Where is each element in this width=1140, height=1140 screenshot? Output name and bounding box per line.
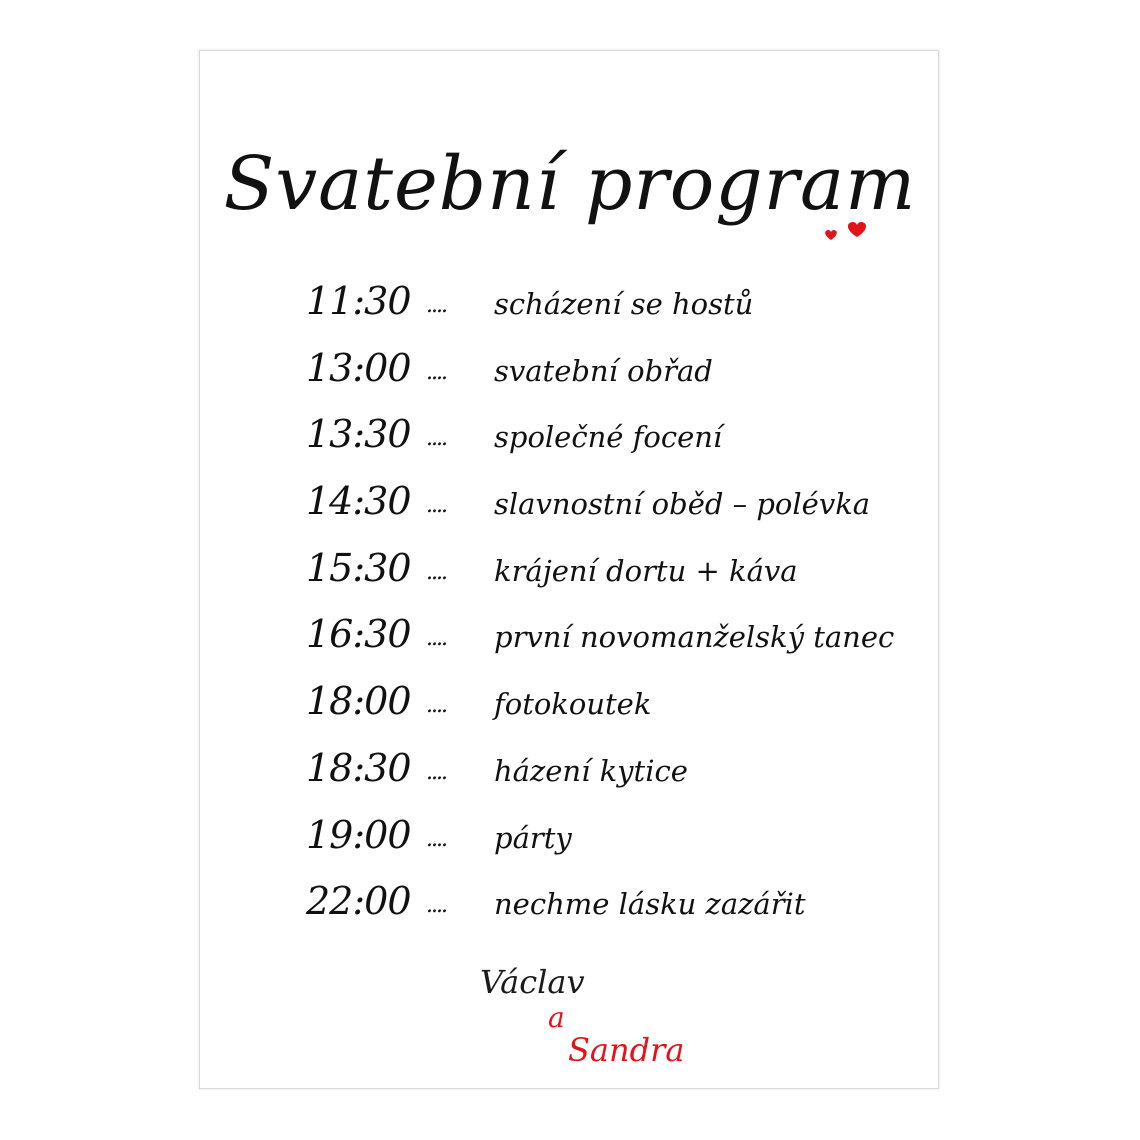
schedule-separator: .... [426, 426, 446, 452]
schedule-time: 11:30 [306, 279, 411, 323]
schedule-event: házení kytice [494, 753, 688, 788]
two-hearts-icon [820, 217, 880, 247]
schedule-separator: .... [426, 559, 446, 585]
schedule-separator: .... [426, 693, 446, 719]
schedule-time: 14:30 [306, 479, 411, 524]
schedule-event: svatební obřad [494, 353, 713, 388]
schedule-separator: .... [426, 293, 446, 318]
schedule-row [300, 273, 900, 340]
schedule-row [300, 340, 900, 407]
signature-conjunction: a [548, 1001, 565, 1034]
schedule-time: 13:30 [306, 412, 411, 457]
schedule-separator: .... [426, 759, 446, 785]
large-heart-icon [848, 222, 866, 237]
schedule-time: 19:00 [306, 812, 411, 857]
schedule-time: 16:30 [306, 612, 411, 657]
schedule-event: první novomanželský tanec [494, 620, 895, 655]
signature-bride: Sandra [568, 1031, 685, 1069]
schedule-row [300, 406, 900, 473]
schedule-time: 22:00 [306, 879, 411, 924]
schedule-event: krájení dortu + káva [494, 553, 798, 588]
schedule-separator: .... [426, 826, 446, 852]
signature-groom: Václav [480, 963, 585, 1001]
schedule-event: nechme lásku zazářit [494, 887, 806, 922]
schedule-row [300, 673, 900, 740]
schedule-time: 18:30 [306, 745, 411, 790]
schedule-event: párty [494, 820, 572, 855]
schedule-separator: .... [426, 359, 446, 385]
schedule-row [300, 473, 900, 540]
page-title: Svatební program [223, 141, 917, 227]
schedule-row [300, 540, 900, 607]
schedule-time: 15:30 [306, 545, 411, 590]
wedding-program-card [199, 50, 939, 1089]
schedule-event: společné focení [494, 420, 723, 455]
small-heart-icon [825, 230, 837, 240]
schedule-time: 18:00 [306, 679, 411, 724]
schedule-separator: .... [426, 626, 446, 652]
schedule-separator: .... [426, 893, 446, 919]
schedule-event: fotokoutek [494, 687, 652, 722]
schedule-event: slavnostní oběd – polévka [494, 487, 871, 522]
schedule-row [300, 873, 900, 940]
schedule-time: 13:00 [306, 345, 411, 390]
schedule-row [300, 606, 900, 673]
schedule-row [300, 740, 900, 807]
schedule-event: scházení se hostů [494, 287, 754, 321]
schedule-separator: .... [426, 493, 446, 519]
schedule-list [300, 273, 900, 940]
schedule-row [300, 807, 900, 874]
